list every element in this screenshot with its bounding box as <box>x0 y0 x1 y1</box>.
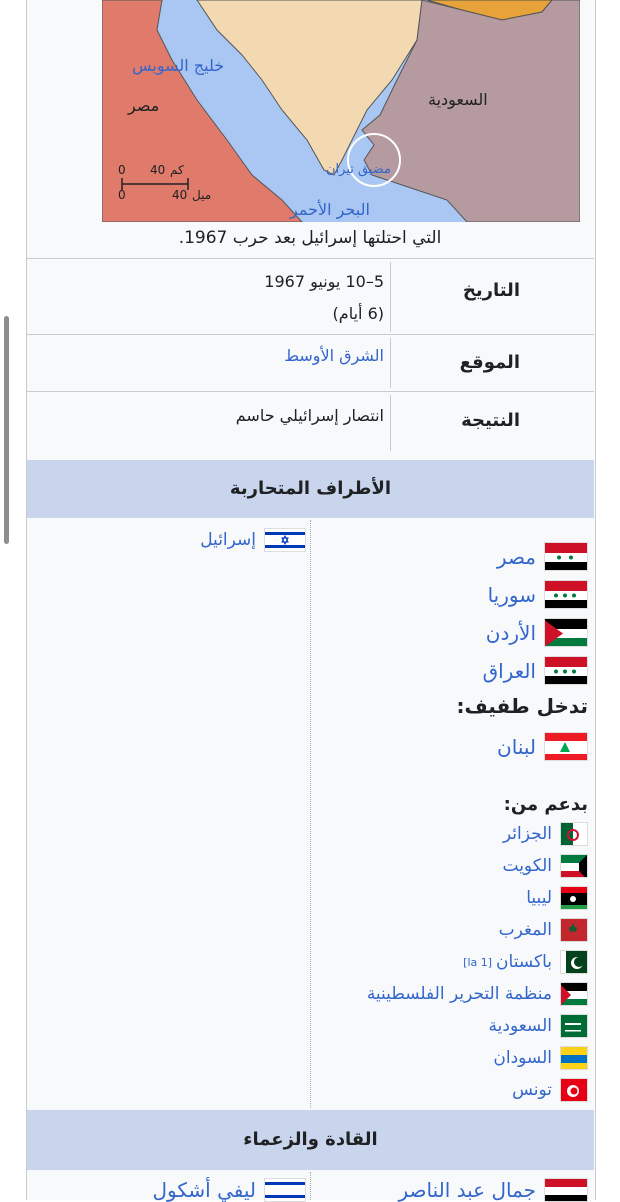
location-label: الموقع <box>459 352 520 373</box>
result-label: النتيجة <box>461 410 520 431</box>
israel-row <box>200 528 306 552</box>
jordan-flag-icon <box>544 618 588 647</box>
scale-km-unit: كم <box>170 163 184 177</box>
country-link[interactable]: المغرب <box>498 920 552 940</box>
scale-40-km: 40 <box>150 163 166 177</box>
pakistan-flag-icon <box>560 950 588 974</box>
scale-mi-unit: ميل <box>192 188 212 202</box>
column-divider <box>310 1172 311 1200</box>
list-item <box>488 580 588 609</box>
scale-0-km: 0 <box>118 163 126 177</box>
leader-link[interactable]: ليفي أشكول <box>152 1178 256 1202</box>
country-link[interactable]: سوريا <box>487 582 536 607</box>
map-label-red-sea: البحر الأحمر <box>290 200 370 219</box>
lebanon-flag-icon <box>544 732 588 761</box>
map-label-egypt: مصر <box>128 96 160 115</box>
leader-link[interactable]: جمال عبد الناصر <box>398 1178 536 1202</box>
map-label-tiran: مضيق تيران <box>326 162 392 177</box>
israel-flag-icon <box>264 1178 306 1202</box>
country-link[interactable]: الجزائر <box>502 824 552 844</box>
israel-flag-icon <box>264 528 306 552</box>
list-item <box>463 950 588 974</box>
country-link[interactable]: ليبيا <box>526 888 552 908</box>
country-link[interactable]: السودان <box>493 1048 552 1068</box>
list-item <box>398 1178 588 1202</box>
sudan-flag-icon <box>560 1046 588 1070</box>
divider <box>26 258 594 259</box>
list-item <box>499 918 588 942</box>
scrollbar-thumb[interactable] <box>4 316 9 544</box>
intervention-label: تدخل طفيف: <box>456 694 588 718</box>
tunisia-flag-icon <box>560 1078 588 1102</box>
commanders-header: القادة والزعماء <box>27 1110 594 1170</box>
iraq-flag-icon <box>544 656 588 685</box>
list-item <box>489 1014 588 1038</box>
syria-flag-icon <box>544 580 588 609</box>
list-item <box>153 1178 307 1202</box>
country-link[interactable]: السعودية <box>488 1016 552 1036</box>
column-divider <box>310 520 311 1108</box>
list-item <box>503 822 588 846</box>
list-item <box>526 886 588 910</box>
divider <box>26 391 594 392</box>
footnote-link[interactable]: [la 1] <box>463 955 493 969</box>
algeria-flag-icon <box>560 822 588 846</box>
libya-flag-icon <box>560 886 588 910</box>
scale-40-mi: 40 <box>172 188 188 202</box>
result-value: انتصار إسرائيلي حاسم <box>235 406 384 425</box>
country-link[interactable]: تونس <box>512 1080 552 1100</box>
country-link[interactable]: الكويت <box>502 856 552 876</box>
list-item <box>486 618 588 647</box>
date-value-line2: (6 أيام) <box>332 304 384 323</box>
morocco-flag-icon <box>560 918 588 942</box>
country-link[interactable]: مصر <box>496 544 536 569</box>
country-link[interactable]: العراق <box>482 658 536 683</box>
belligerents-header: الأطراف المتحاربة <box>27 460 594 518</box>
list-item <box>497 542 588 571</box>
map-label-saudi: السعودية <box>428 90 488 109</box>
country-link[interactable]: باكستان <box>496 952 552 972</box>
date-value-line1: 5–10 يونيو 1967 <box>264 272 384 291</box>
list-item <box>483 656 588 685</box>
location-link[interactable]: الشرق الأوسط <box>284 346 384 365</box>
scale-0-mi: 0 <box>118 188 126 202</box>
egypt-flag-icon <box>544 542 588 571</box>
map-caption: التي احتلتها إسرائيل بعد حرب 1967. <box>178 228 442 248</box>
list-item <box>493 1046 588 1070</box>
map-label-suez-gulf: خليج السويس <box>132 56 225 75</box>
support-label: بدعم من: <box>503 794 588 815</box>
divider <box>26 334 594 335</box>
egypt-flag-icon <box>544 1178 588 1202</box>
divider <box>390 338 391 388</box>
saudi-flag-icon <box>560 1014 588 1038</box>
org-link[interactable]: منظمة التحرير الفلسطينية <box>366 984 552 1004</box>
list-item <box>512 1078 588 1102</box>
divider <box>390 262 391 332</box>
divider <box>390 395 391 451</box>
list-item <box>503 854 589 878</box>
palestine-flag-icon <box>560 982 588 1006</box>
list-item <box>497 732 588 761</box>
country-link[interactable]: لبنان <box>497 734 536 759</box>
kuwait-flag-icon <box>560 854 588 878</box>
israel-link[interactable]: إسرائيل <box>200 530 256 550</box>
country-link[interactable]: الأردن <box>485 620 536 645</box>
list-item <box>367 982 588 1006</box>
date-label: التاريخ <box>462 280 520 301</box>
